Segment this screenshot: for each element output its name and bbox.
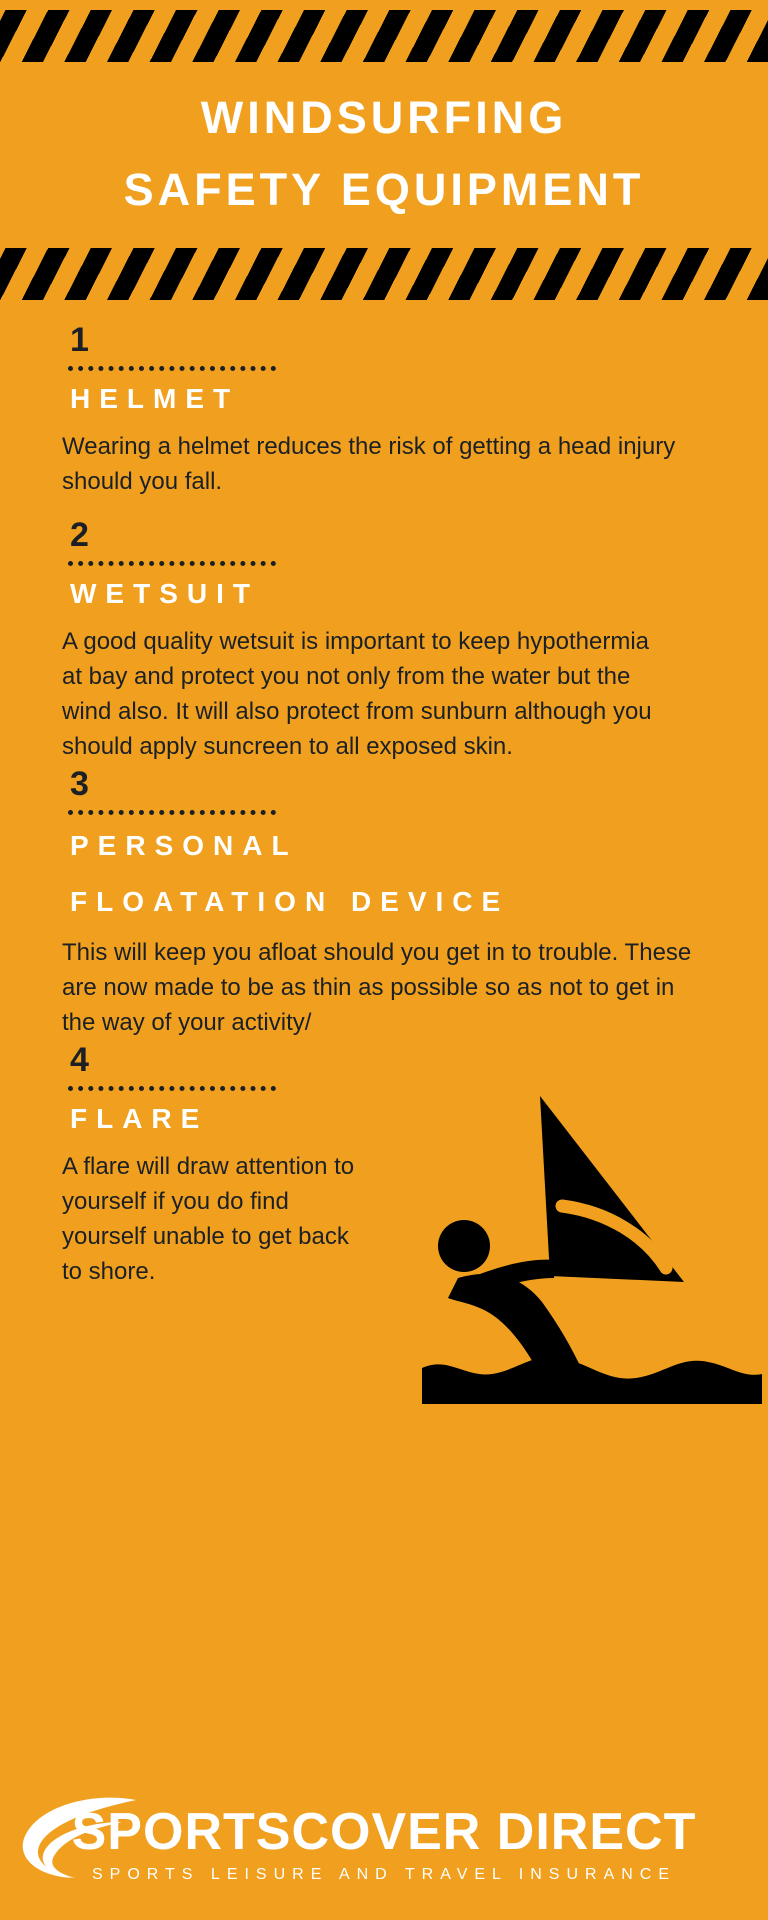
dotted-divider xyxy=(68,810,276,815)
title-line-1: WINDSURFING xyxy=(200,92,568,143)
list-item-helmet xyxy=(0,320,768,499)
item-text: This will keep you afloat should you get in to trouble. These are now made to be as thin as possible so as not to get in the way of your activity/ xyxy=(62,939,692,1036)
dotted-divider xyxy=(68,1086,276,1091)
item-heading: HELMET xyxy=(70,383,240,414)
item-number: 3 xyxy=(70,765,89,803)
item-heading-line-1: PERSONAL xyxy=(70,830,298,861)
item-heading: WETSUIT xyxy=(70,578,259,609)
brand-footer xyxy=(0,1792,768,1912)
item-text: Wearing a helmet reduces the risk of getting a head injury should you fall. xyxy=(62,433,676,495)
item-number: 4 xyxy=(70,1041,89,1079)
hazard-stripe-top xyxy=(0,10,768,62)
item-text: A good quality wetsuit is important to keep hypothermia at bay and protect you not only from the water but the wind also. It will also protect from sunburn although you should apply suncreen to all exposed skin. xyxy=(62,628,652,760)
item-heading: FLARE xyxy=(70,1103,209,1134)
windsurfer-icon xyxy=(422,1086,762,1406)
item-number: 1 xyxy=(70,321,89,359)
list-item-personal-floatation-device xyxy=(0,764,768,1040)
brand-name: SPORTSCOVER DIRECT xyxy=(71,1803,697,1861)
dotted-divider xyxy=(68,561,276,566)
item-heading-line-2: FLOATATION DEVICE xyxy=(70,886,510,917)
dotted-divider xyxy=(68,366,276,371)
item-text: A flare will draw attention to yourself if you do find yourself unable to get back to shore. xyxy=(62,1153,355,1285)
title-line-2: SAFETY EQUIPMENT xyxy=(123,164,645,215)
item-number: 2 xyxy=(70,516,89,554)
hazard-stripe-bottom xyxy=(0,248,768,300)
brand-tagline: SPORTS LEISURE AND TRAVEL INSURANCE xyxy=(91,1866,677,1883)
page-title xyxy=(0,82,768,226)
list-item-wetsuit xyxy=(0,515,768,764)
